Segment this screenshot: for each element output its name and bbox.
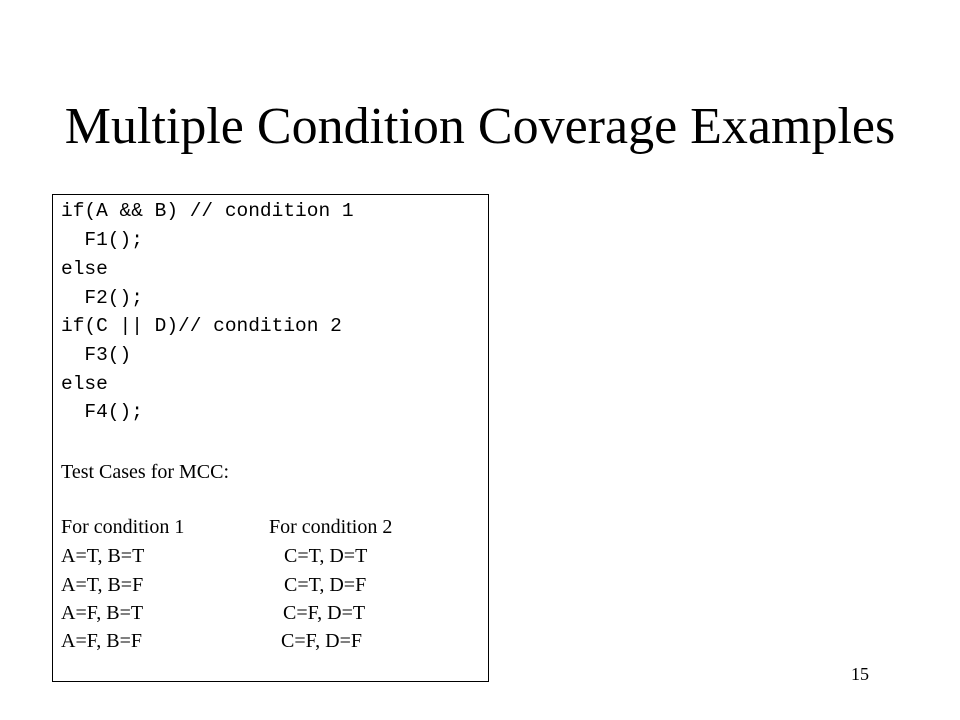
condition-2-case: C=F, D=T [283,602,366,624]
code-line: if(A && B) // condition 1 [61,200,354,222]
column-2-header: For condition 2 [269,516,393,538]
code-line: else [61,258,108,280]
condition-1-case: A=F, B=T [61,602,144,624]
code-line: F3() [61,344,132,366]
code-line: F2(); [61,287,143,309]
code-line: F4(); [61,401,143,423]
condition-1-case: A=T, B=T [61,545,145,567]
code-line: if(C || D)// condition 2 [61,315,342,337]
condition-1-case: A=F, B=F [61,630,142,652]
code-line: F1(); [61,229,143,251]
content-box [52,194,489,682]
condition-2-case: C=T, D=T [284,545,368,567]
condition-2-case: C=F, D=F [281,630,362,652]
page-number: 15 [851,664,869,684]
slide-title: Multiple Condition Coverage Examples [64,98,896,155]
condition-2-case: C=T, D=F [284,574,367,596]
column-1-header: For condition 1 [61,516,185,538]
code-line: else [61,373,108,395]
test-cases-heading: Test Cases for MCC: [61,461,230,483]
condition-1-case: A=T, B=F [61,574,144,596]
